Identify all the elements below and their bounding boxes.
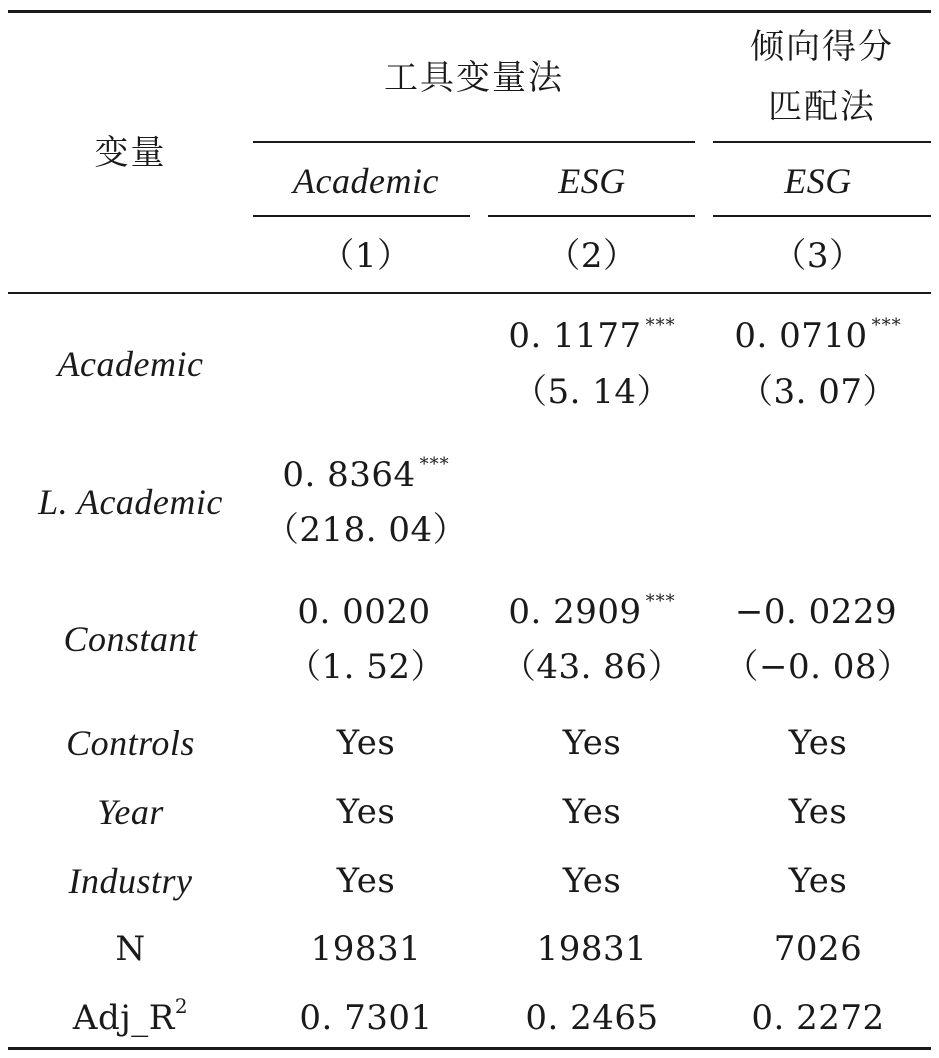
year-col2: Yes xyxy=(562,792,622,832)
col1-dep-rule xyxy=(253,215,470,217)
col1-number: （1） xyxy=(320,236,412,276)
industry-col2: Yes xyxy=(562,861,622,901)
header-bottom-rule xyxy=(8,292,931,294)
coef-constant-col1: 0. 0020 xyxy=(297,592,431,632)
row-label-industry: Industry xyxy=(68,861,193,901)
tstat-constant-col1: （1. 52） xyxy=(286,647,445,687)
col3-dep-rule xyxy=(713,215,931,217)
col2-number: （2） xyxy=(546,236,638,276)
tstat-academic-col2: （5. 14） xyxy=(512,372,671,412)
tstat-constant-col3: （−0. 08） xyxy=(724,647,912,687)
coef-lagged-academic-col1: 0. 8364 *** xyxy=(282,454,450,495)
row-label-academic: Academic xyxy=(57,344,204,384)
adj-r2-col1: 0. 7301 xyxy=(299,998,433,1038)
row-label-constant: Constant xyxy=(63,619,198,659)
header-psm-line1: 倾向得分 xyxy=(750,27,894,67)
row-label-lagged-academic: L. Academic xyxy=(38,482,223,522)
year-col3: Yes xyxy=(788,792,848,832)
header-iv-group: 工具变量法 xyxy=(384,58,564,98)
iv-group-rule xyxy=(253,141,695,143)
psm-group-rule xyxy=(713,141,931,143)
row-label-controls: Controls xyxy=(66,723,195,763)
adj-r2-col3: 0. 2272 xyxy=(751,998,885,1038)
controls-col3: Yes xyxy=(788,723,848,763)
top-rule xyxy=(8,10,931,13)
tstat-lagged-academic-col1: （218. 04） xyxy=(264,510,468,550)
tstat-academic-col3: （3. 07） xyxy=(738,372,897,412)
n-col2: 19831 xyxy=(536,929,648,969)
year-col1: Yes xyxy=(336,792,396,832)
col3-dependent-variable: ESG xyxy=(784,161,852,201)
col3-number: （3） xyxy=(772,236,864,276)
header-variable: 变量 xyxy=(94,133,167,173)
n-col3: 7026 xyxy=(773,929,863,969)
tstat-constant-col2: （43. 86） xyxy=(501,647,683,687)
coef-constant-col3: −0. 0229 xyxy=(734,592,898,632)
row-label-adj-r2: $Adj\_R^2$ xyxy=(72,994,189,1038)
coef-academic-col3: 0. 0710 *** xyxy=(734,315,902,356)
coef-constant-col2: 0. 2909 *** xyxy=(508,591,676,632)
row-label-year: Year xyxy=(97,792,164,832)
controls-col1: Yes xyxy=(336,723,396,763)
coef-academic-col2: 0. 1177 *** xyxy=(508,315,676,356)
col2-dep-rule xyxy=(488,215,695,217)
industry-col1: Yes xyxy=(336,861,396,901)
n-col1: 19831 xyxy=(310,929,422,969)
header-psm-line2: 匹配法 xyxy=(768,87,876,127)
row-label-n: N xyxy=(115,929,146,969)
col2-dependent-variable: ESG xyxy=(558,161,626,201)
industry-col3: Yes xyxy=(788,861,848,901)
bottom-rule xyxy=(8,1047,931,1050)
col1-dependent-variable: Academic xyxy=(293,161,439,201)
adj-r2-col2: 0. 2465 xyxy=(525,998,659,1038)
controls-col2: Yes xyxy=(562,723,622,763)
